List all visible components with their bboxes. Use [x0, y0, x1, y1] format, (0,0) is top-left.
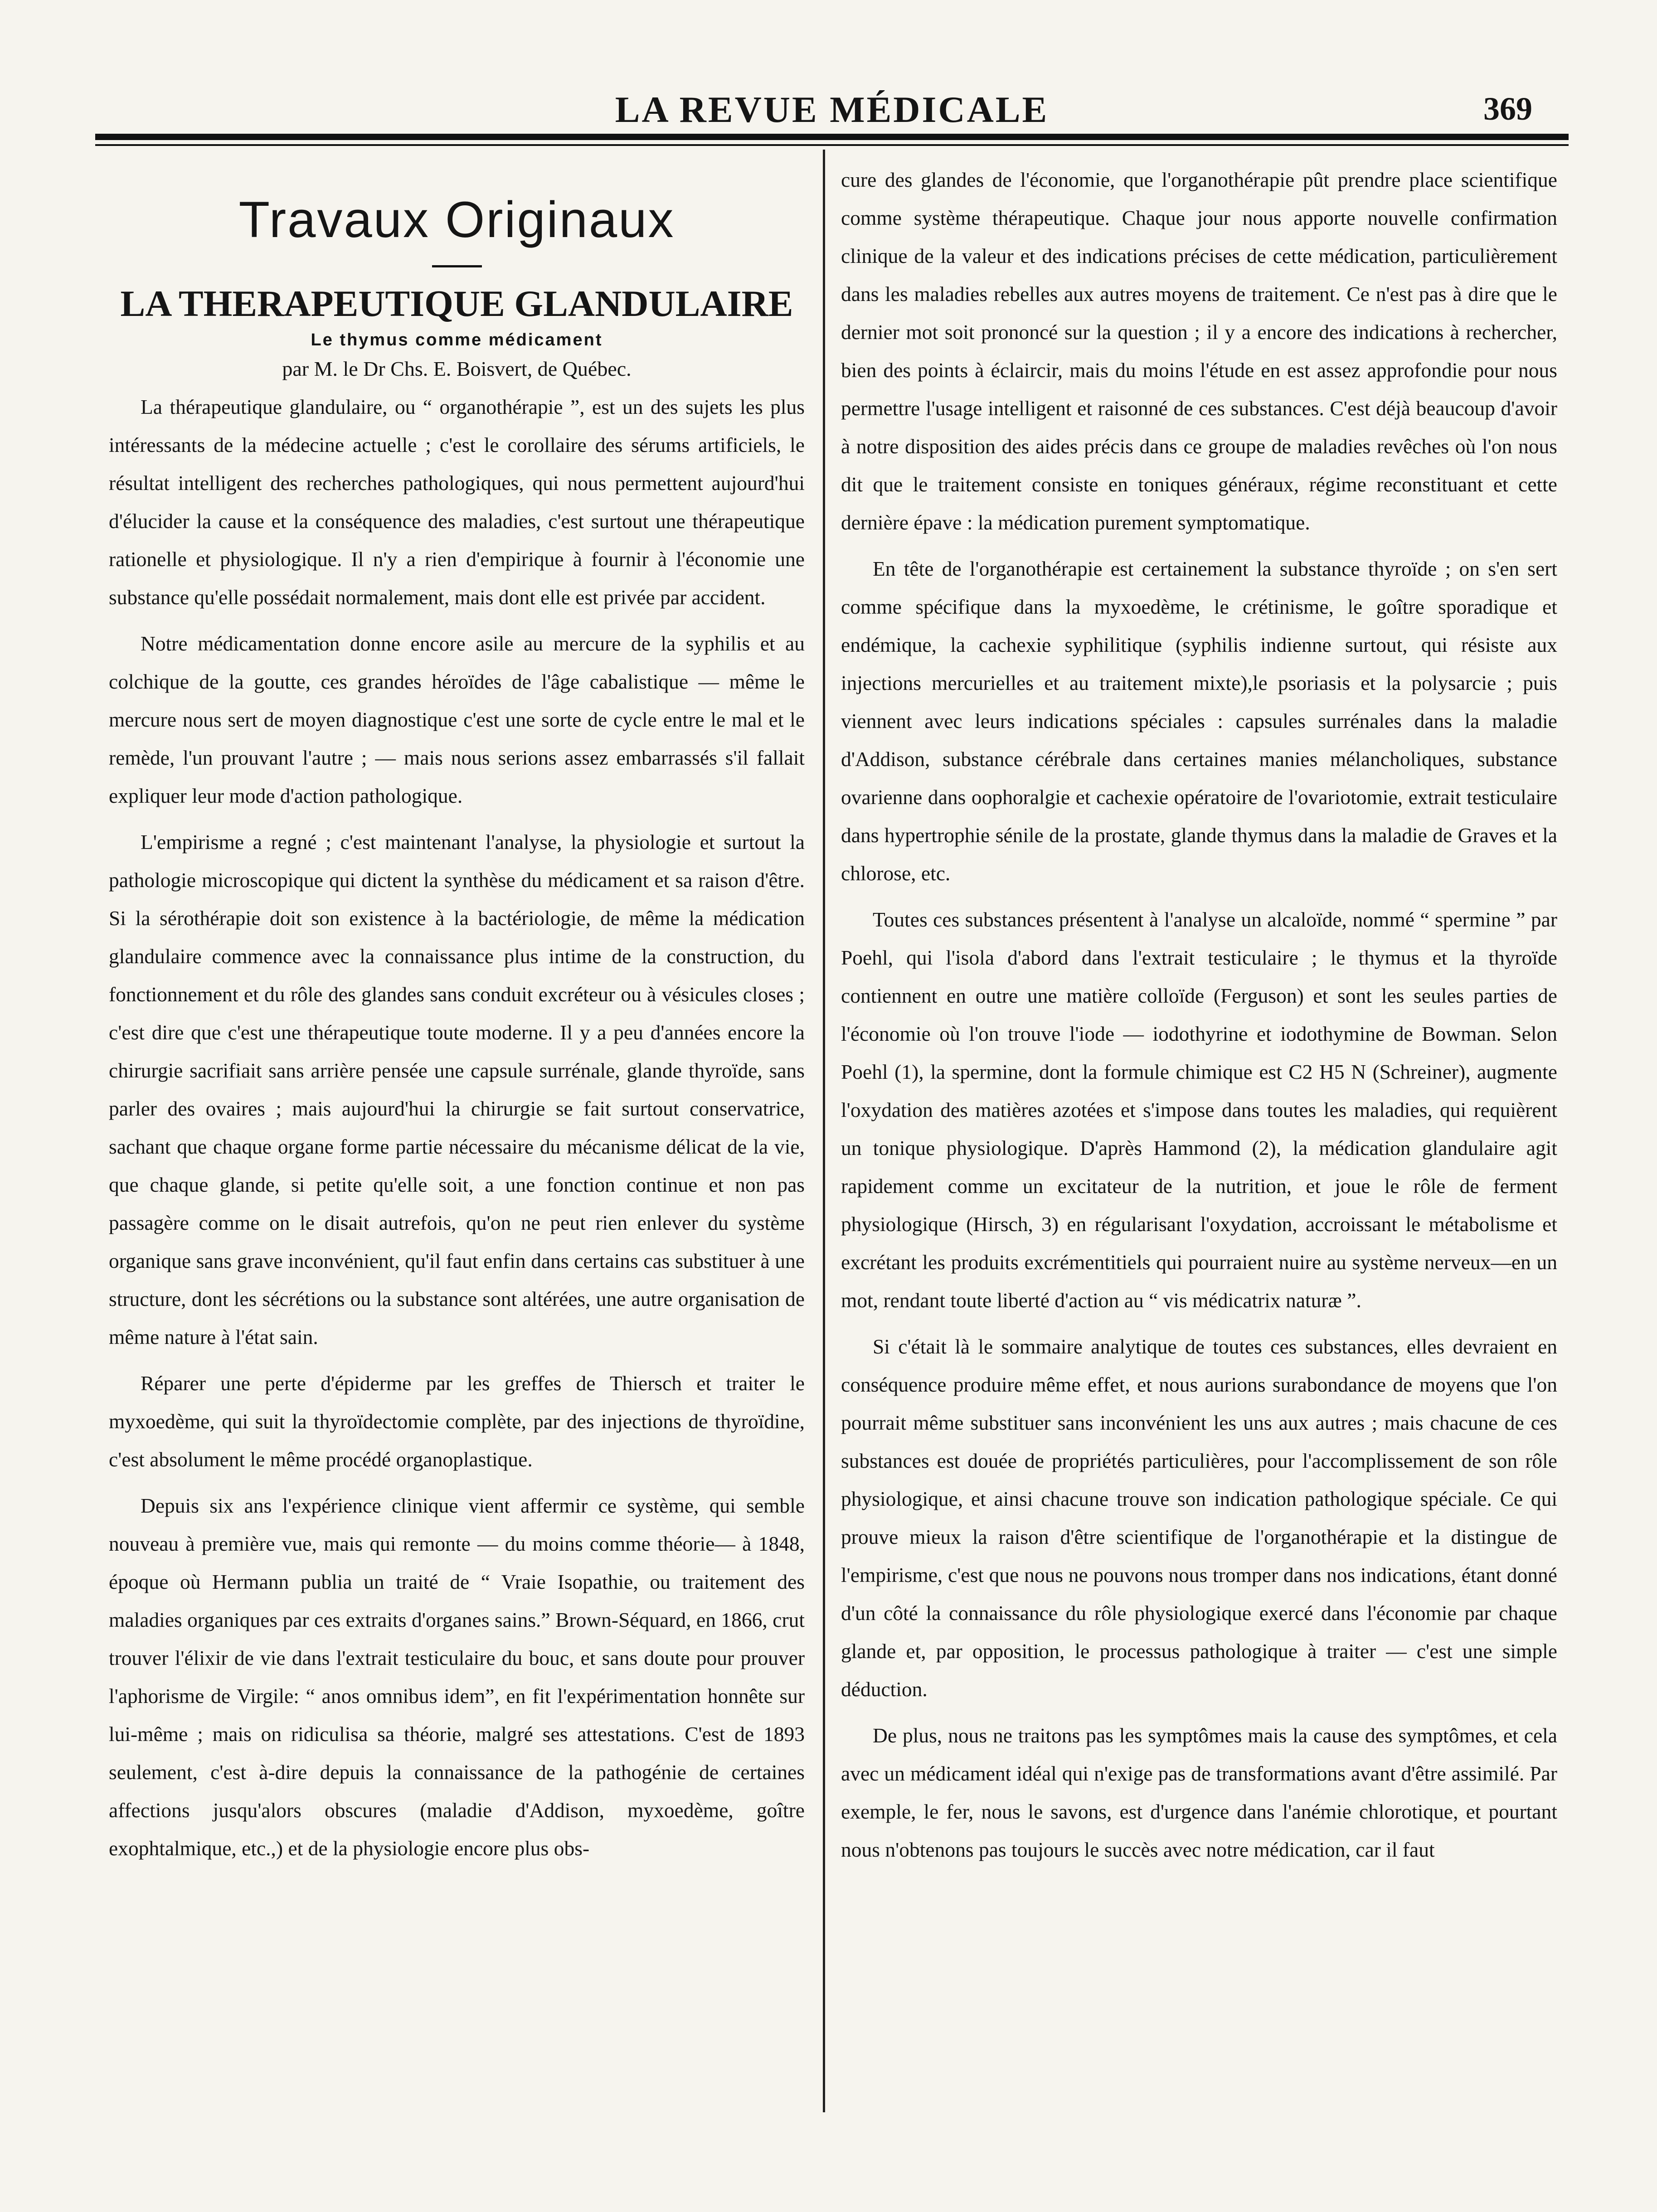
- author-byline: par M. le Dr Chs. E. Boisvert, de Québec.: [282, 357, 632, 380]
- paragraph: Si c'était là le sommaire analytique de toutes ces substances, elles devraient en conséquence produire même effet, et nous aurions surabondance de moyens que l'on pourrait même substituer sans inconvénient les uns aux autres ; mais chacune de ces substances est douée de propriétés particulières, pour l'accomplissement de son rôle physiologique, et ainsi chacune trouve son indication pathologique spéciale. Ce qui prouve mieux la raison d'être scientifique de l'organothérapie et la distingue de l'empirisme, c'est que nous ne pouvons nous tromper dans nos indications, étant donné d'un côté la connaissance du rôle physiologique exercé dans l'économie par chaque glande et, par opposition, le processus pathologique à traiter — c'est une simple déduction.: [841, 1335, 1557, 1701]
- paragraph: L'empirisme a regné ; c'est maintenant l'analyse, la physiologie et surtout la pathologie microscopique qui dictent la synthèse du médicament et sa raison d'être. Si la sérothérapie doit son existence à la bactériologie, de même la médication glandulaire commence avec la connaissance plus intime de la construction, du fonctionnement et du rôle des glandes sans conduit excréteur ou à vésicules closes ; c'est dire que c'est une thérapeutique toute moderne. Il y a peu d'années encore la chirurgie sacrifiait sans arrière pensée une capsule surrénale, glande thyroïde, sans parler des ovaires ; mais aujourd'hui la chirurgie se fait surtout conservatrice, sachant que chaque organe forme partie nécessaire du mécanisme délicat de la vie, que chaque glande, si petite qu'elle soit, a une fonction continue et non pas passagère comme on le disait autrefois, qu'on ne peut rien enlever du système organique sans grave inconvénient, qu'il faut enfin dans certains cas substituer à une structure, dont les sécrétions ou la substance sont altérées, une autre organisation de même nature à l'état sain.: [109, 830, 805, 1349]
- left-column: [109, 161, 805, 1876]
- paragraph: Toutes ces substances présentent à l'analyse un alcaloïde, nommé “ spermine ” par Poehl, qui l'isola d'abord dans l'extrait testiculaire ; le thymus et la thyroïde contiennent en outre une matière colloïde (Ferguson) et sont les seules parties de l'économie où l'on trouve l'iode — iodothyrine et iodothymine de Bowman. Selon Poehl (1), la spermine, dont la formule chimique est C2 H5 N (Schreiner), augmente l'oxydation des matières azotées et s'impose dans toutes les maladies, qui requièrent un tonique physiologique. D'après Hammond (2), la médication glandulaire agit rapidement comme un excitateur de la nutrition, et joue le rôle de ferment physiologique (Hirsch, 3) en régularisant l'oxydation, accroissant le métabolisme et excrétant les produits excrémentitiels qui pourraient nuire au système nerveux—en un mot, rendant toute liberté d'action au “ vis médicatrix naturæ ”.: [841, 908, 1557, 1312]
- header-rule-thick: [95, 134, 1569, 140]
- paragraph: Réparer une perte d'épiderme par les greffes de Thiersch et traiter le myxoedème, qui suit la thyroïdectomie complète, par des injections de thyroïdine, c'est absolument le même procédé organoplastique.: [109, 1372, 805, 1471]
- right-column: [841, 161, 1557, 1877]
- section-title: Travaux Originaux: [238, 191, 675, 248]
- paragraph: De plus, nous ne traitons pas les symptômes mais la cause des symptômes, et cela avec un médicament idéal qui n'exige pas de transformations avant d'être assimilé. Par exemple, le fer, nous le savons, est d'urgence dans l'anémie chlorotique, et pourtant nous n'obtenons pas toujours le succès avec notre médication, car il faut: [841, 1724, 1557, 1861]
- paragraph: La thérapeutique glandulaire, ou “ organothérapie ”, est un des sujets les plus intéressants de la médecine actuelle ; c'est le corollaire des sérums artificiels, le résultat intelligent des recherches pathologiques, qui nous permettent aujourd'hui d'élucider la cause et la conséquence des maladies, c'est surtout une thérapeutique rationelle et physiologique. Il n'y a rien d'empirique à fournir à l'économie une substance qu'elle possédait normalement, mais dont elle est privée par accident.: [109, 395, 805, 609]
- header-rule-thin: [95, 144, 1569, 146]
- article-subtitle: Le thymus comme médicament: [311, 330, 603, 349]
- paragraph-continued: cure des glandes de l'économie, que l'organothérapie pût prendre place scientifique comme système thérapeutique. Chaque jour nous apporte nouvelle confirmation clinique de la valeur et des indications précises de cette médication, particulièrement dans les maladies rebelles aux autres moyens de traitement. Ce n'est pas à dire que le dernier mot soit prononcé sur la question ; il y a encore des indications à rechercher, bien des points à éclaircir, mais du moins l'étude en est assez approfondie pour nous permettre l'usage intelligent et raisonné de ces substances. C'est déjà beaucoup d'avoir à notre disposition des aides précis dans ce groupe de maladies revêches où l'on nous dit que le traitement consiste en toniques généraux, régime reconstituant et cette dernière épave : la médication purement symptomatique.: [841, 168, 1557, 534]
- journal-title: LA REVUE MÉDICALE: [615, 89, 1049, 130]
- article-header: [109, 186, 805, 386]
- title-divider: [432, 265, 482, 267]
- article-title: LA THERAPEUTIQUE GLANDULAIRE: [120, 283, 793, 324]
- paragraph: Depuis six ans l'expérience clinique vient affermir ce système, qui semble nouveau à première vue, mais qui remonte — du moins comme théorie— à 1848, époque où Hermann publia un traité de “ Vraie Isopathie, ou traitement des maladies organiques par ces extraits d'organes sains.” Brown-Séquard, en 1866, crut trouver l'élixir de vie dans l'extrait testiculaire du bouc, et sans doute pour prouver l'aphorisme de Virgile: “ anos omnibus idem”, en fit l'expérimentation honnête sur lui-même ; mais on ridiculisa sa théorie, malgré ses attestations. C'est de 1893 seulement, c'est à-dire depuis la connaissance de la pathogénie de certaines affections jusqu'alors obscures (maladie d'Addison, myxoedème, goître exophtalmique, etc.,) et de la physiologie encore plus obs-: [109, 1494, 805, 1860]
- paragraph: En tête de l'organothérapie est certainement la substance thyroïde ; on s'en sert comme spécifique dans la myxoedème, le crétinisme, le goître sporadique et endémique, la cachexie syphilitique (syphilis indienne surtout, qui résiste aux injections mercurielles et au traitement mixte),le psoriasis et la polysarcie ; puis viennent avec leurs indications spéciales : capsules surrénales dans la maladie d'Addison, substance cérébrale dans certaines manies mélancholiques, substance ovarienne dans oophoralgie et cachexie opératoire de l'ovariotomie, extrait testiculaire dans hypertrophie sénile de la prostate, glande thymus dans la maladie de Graves et la chlorose, etc.: [841, 557, 1557, 885]
- column-divider: [823, 150, 825, 2112]
- page-number: 369: [1483, 91, 1532, 127]
- running-head: [95, 88, 1569, 134]
- paragraph: Notre médicamentation donne encore asile au mercure de la syphilis et au colchique de la goutte, ces grandes héroïdes de l'âge cabalistique — même le mercure nous sert de moyen diagnostique c'est une sorte de cycle entre le mal et le remède, l'un prouvant l'autre ; — mais nous serions assez embarrassés s'il fallait expliquer leur mode d'action pathologique.: [109, 632, 805, 807]
